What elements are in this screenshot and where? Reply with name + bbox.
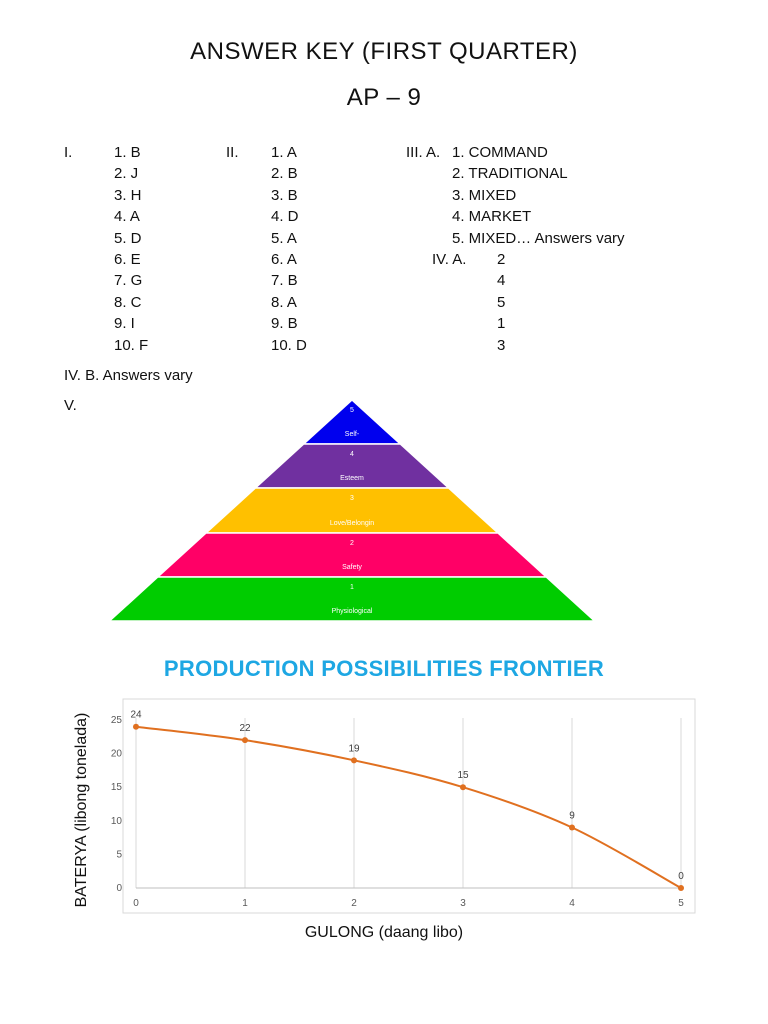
answer-item: 7. G — [114, 272, 143, 290]
part5-label: V. — [64, 397, 77, 414]
y-tick-label: 15 — [110, 782, 122, 794]
data-point — [351, 757, 357, 763]
y-tick-label: 10 — [110, 815, 122, 827]
answer-item: 4. D — [271, 208, 299, 226]
pyramid-level-label: Self- — [344, 431, 360, 438]
data-label: 9 — [569, 810, 575, 822]
answer-item: 9. B — [271, 315, 298, 333]
answer-item: 8. A — [271, 293, 297, 311]
part2-label: II. — [226, 144, 239, 161]
part3a-label: III. A. — [406, 144, 441, 161]
answer-item: 2. J — [114, 165, 139, 183]
answer-item: 3 — [497, 336, 506, 354]
pyramid-level-number: 1 — [350, 584, 354, 591]
y-tick-label: 0 — [116, 883, 122, 894]
x-tick-label: 5 — [678, 898, 684, 909]
chart-title: PRODUCTION POSSIBILITIES FRONTIER — [163, 656, 605, 681]
answer-item: 3. H — [114, 186, 142, 204]
answer-item: 6. A — [271, 250, 297, 268]
chart-frame — [123, 699, 695, 913]
ppf-chart — [68, 698, 696, 914]
answer-item: 6. E — [114, 250, 141, 268]
data-point — [242, 737, 248, 743]
x-tick-label: 1 — [242, 898, 248, 909]
x-axis-label: GULONG (daang libo) — [304, 924, 464, 941]
pyramid-level-label: Safety — [342, 564, 362, 571]
x-tick-label: 4 — [569, 898, 575, 909]
answer-item: 5. MIXED… Answers vary — [452, 229, 625, 247]
data-point — [460, 784, 466, 790]
answer-item: 7. B — [271, 272, 298, 290]
answer-item: 3. MIXED — [452, 186, 517, 204]
x-tick-label: 0 — [133, 898, 139, 909]
y-tick-label: 5 — [116, 849, 122, 861]
answer-item: 5 — [497, 293, 506, 311]
page-title: ANSWER KEY (FIRST QUARTER) — [190, 38, 578, 65]
answer-item: 10. D — [271, 336, 307, 354]
pyramid-level-number: 3 — [350, 495, 354, 502]
answer-item: 1 — [497, 315, 506, 333]
answer-item: 1. COMMAND — [452, 144, 548, 161]
answer-item: 3. B — [271, 186, 298, 204]
answer-item: 8. C — [114, 293, 142, 311]
answer-item: 9. I — [114, 315, 135, 333]
page-subtitle: AP – 9 — [346, 84, 422, 111]
x-tick-label: 2 — [351, 898, 357, 909]
answer-item: 4 — [497, 272, 506, 290]
data-point — [678, 885, 684, 891]
pyramid-level-number: 4 — [350, 451, 354, 458]
answer-item: 1. A — [271, 144, 297, 161]
pyramid-level-label: Physiological — [331, 608, 373, 615]
answer-item: 1. B — [114, 144, 141, 161]
pyramid-level-label: Esteem — [340, 475, 364, 482]
data-label: 19 — [348, 743, 360, 755]
data-point — [133, 724, 139, 730]
y-tick-label: 25 — [110, 715, 122, 726]
part1-label: I. — [64, 144, 73, 161]
answer-item: 2 — [497, 251, 506, 268]
y-tick-label: 20 — [110, 748, 122, 760]
part4a-label: IV. A. — [432, 251, 467, 268]
pyramid-level-label: Love/Belongin — [329, 520, 375, 527]
x-tick-label: 3 — [460, 898, 466, 909]
y-axis-label: BATERYA (libong tonelada) — [73, 712, 90, 908]
answer-item: 10. F — [114, 336, 149, 354]
data-point — [569, 825, 575, 831]
part4b-text: IV. B. Answers vary — [64, 367, 193, 384]
data-label: 22 — [239, 723, 251, 735]
answer-item: 4. A — [114, 208, 140, 226]
data-label: 0 — [678, 871, 684, 882]
data-label: 15 — [457, 770, 469, 782]
answer-item: 5. D — [114, 229, 142, 247]
answer-item: 2. B — [271, 165, 298, 183]
answer-item: 4. MARKET — [452, 208, 532, 226]
pyramid-level-number: 5 — [350, 407, 354, 414]
pyramid-level-number: 2 — [350, 540, 354, 547]
answer-item: 5. A — [271, 229, 297, 247]
data-label: 24 — [130, 709, 142, 721]
answer-item: 2. TRADITIONAL — [452, 165, 568, 183]
